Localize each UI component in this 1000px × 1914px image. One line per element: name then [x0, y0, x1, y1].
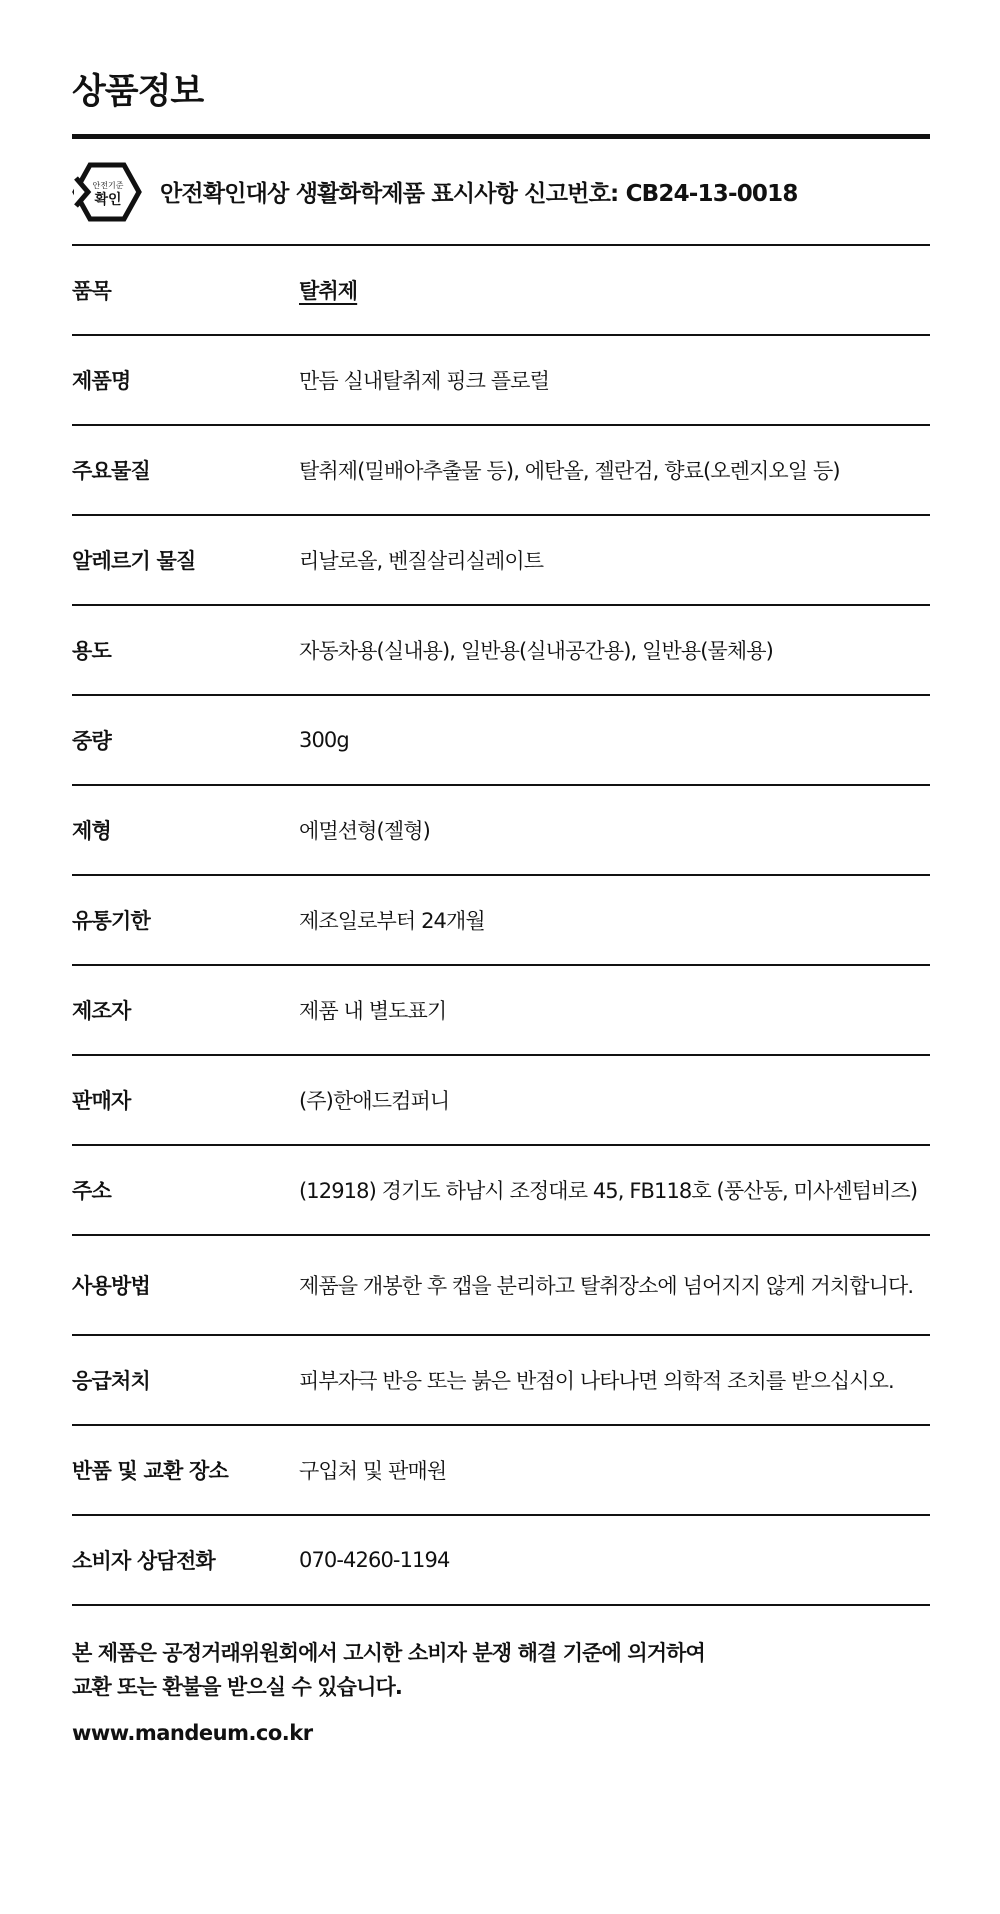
table-row-formulation	[72, 786, 930, 876]
table-row-allergens	[72, 516, 930, 606]
row-label: 주요물질	[72, 459, 150, 483]
row-label: 중량	[72, 729, 111, 753]
row-value: 제조일로부터 24개월	[299, 909, 485, 933]
row-value: 리날로올, 벤질살리실레이트	[299, 549, 544, 573]
row-label: 반품 및 교환 장소	[72, 1459, 228, 1483]
safety-certification-badge-icon	[72, 161, 142, 223]
table-row-product-name	[72, 336, 930, 426]
table-row-weight	[72, 696, 930, 786]
table-row-return-place	[72, 1426, 930, 1516]
row-label: 소비자 상담전화	[72, 1549, 215, 1573]
row-label: 사용방법	[72, 1274, 150, 1298]
table-row-shelf-life	[72, 876, 930, 966]
row-value: 에멀션형(젤형)	[299, 819, 430, 843]
refund-notice	[72, 1636, 930, 1704]
row-label: 응급처치	[72, 1369, 150, 1393]
table-row-first-aid	[72, 1336, 930, 1426]
table-row-seller	[72, 1056, 930, 1146]
item-type-link[interactable]: 탈취제	[299, 279, 358, 303]
row-label: 판매자	[72, 1089, 131, 1113]
row-label: 유통기한	[72, 909, 150, 933]
row-value: 자동차용(실내용), 일반용(실내공간용), 일반용(물체용)	[299, 639, 773, 663]
page-title: 상품정보	[72, 72, 204, 112]
notice-line: 본 제품은 공정거래위원회에서 고시한 소비자 분쟁 해결 기준에 의거하여	[72, 1641, 705, 1665]
row-label: 제형	[72, 819, 111, 843]
table-row-directions	[72, 1236, 930, 1336]
website-link[interactable]: www.mandeum.co.kr	[72, 1721, 313, 1745]
consumer-phone-number: 070-4260-1194	[299, 1548, 450, 1572]
certification-text: 안전확인대상 생활화학제품 표시사항 신고번호: CB24-13-0018	[160, 181, 798, 207]
table-row-item-type	[72, 246, 930, 336]
table-row-usage	[72, 606, 930, 696]
badge-top-label: 안전기준	[92, 180, 124, 190]
certification-row	[72, 139, 930, 246]
row-value: 만듬 실내탈취제 핑크 플로럴	[299, 369, 549, 393]
row-label: 용도	[72, 639, 111, 663]
table-row-consumer-phone	[72, 1516, 930, 1606]
row-value: (주)한애드컴퍼니	[299, 1089, 450, 1113]
notice-line: 교환 또는 환불을 받으실 수 있습니다.	[72, 1675, 402, 1699]
info-table	[72, 246, 930, 1606]
row-label: 품목	[72, 279, 111, 303]
row-value: (12918) 경기도 하남시 조정대로 45, FB118호 (풍산동, 미사센텀비즈)	[299, 1179, 918, 1203]
row-label: 제품명	[72, 369, 131, 393]
row-value: 제품 내 별도표기	[299, 999, 447, 1023]
table-row-manufacturer	[72, 966, 930, 1056]
row-value: 300g	[299, 728, 349, 752]
row-label: 제조자	[72, 999, 131, 1023]
row-label: 주소	[72, 1179, 111, 1203]
row-value: 피부자극 반응 또는 붉은 반점이 나타나면 의학적 조치를 받으십시오.	[299, 1369, 894, 1393]
table-row-address	[72, 1146, 930, 1236]
row-value: 탈취제(밀배아추출물 등), 에탄올, 젤란검, 향료(오렌지오일 등)	[299, 459, 840, 483]
row-label: 알레르기 물질	[72, 549, 196, 573]
row-value: 제품을 개봉한 후 캡을 분리하고 탈취장소에 넘어지지 않게 거치합니다.	[299, 1274, 914, 1298]
table-row-main-ingredients	[72, 426, 930, 516]
row-value: 구입처 및 판매원	[299, 1459, 447, 1483]
badge-main-label: 확인	[94, 191, 122, 208]
